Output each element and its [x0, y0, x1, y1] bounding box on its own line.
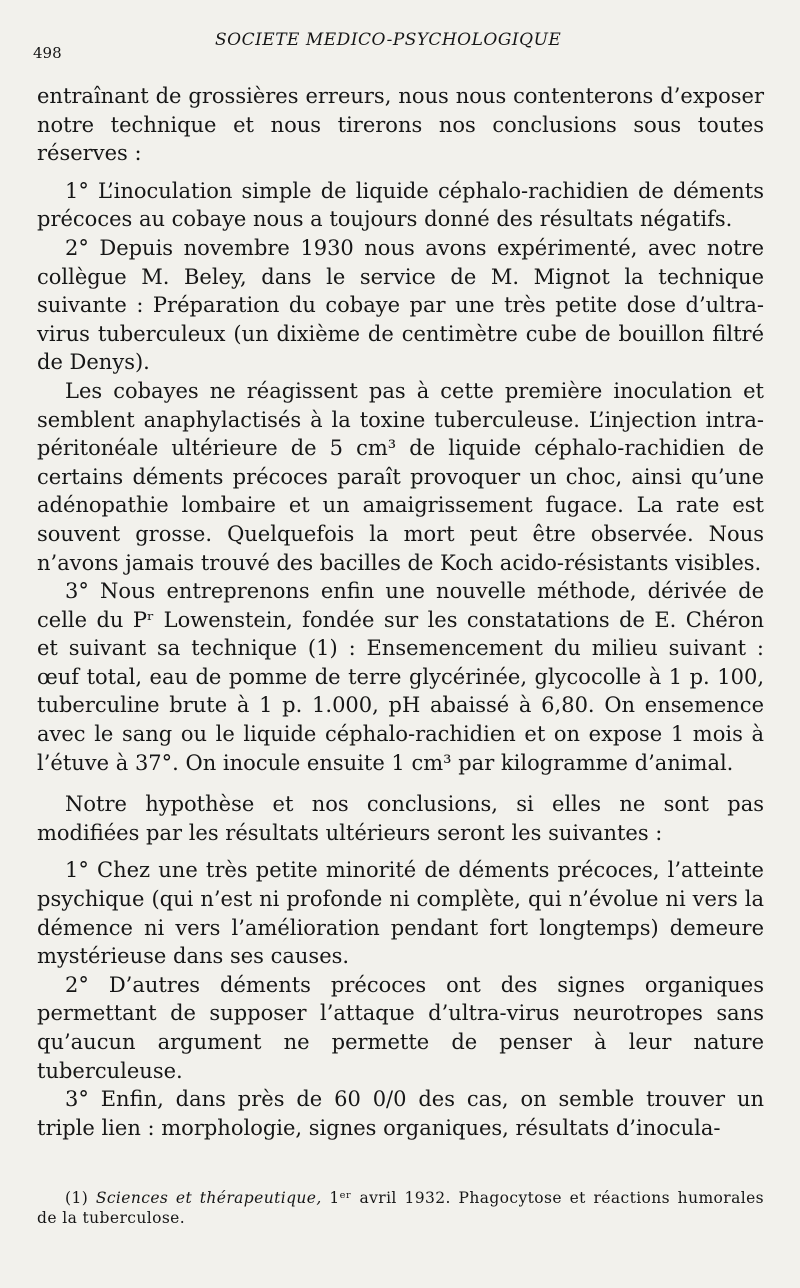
footnote-number: (1): [65, 1189, 89, 1208]
running-title: SOCIETE MEDICO-PSYCHOLOGIQUE: [215, 30, 562, 50]
paragraph-conclusion-1: 1° Chez une très petite minorité de déments précoces, l’atteinte psychique (qui n’est ni profonde ni complète, qui n’évolue ni vers la démence ni vers l’amélioration pendant fort longtemps) demeure mystérieuse dans ses causes.: [37, 858, 764, 969]
page-number: 498: [33, 44, 62, 62]
paragraph-conclusion-2: 2° D’autres déments précoces ont des signes organiques permettant de supposer l’attaque d’ultra-virus neurotropes sans qu’aucun argument ne permette de penser à leur nature tuberculeuse.: [37, 972, 764, 1083]
paragraph-point-2: 2° Depuis novembre 1930 nous avons expérimenté, avec notre collègue M. Beley, dans le service de M. Mignot la technique suivante : Préparation du cobaye par une très petite dose d’ultra-virus tuberculeux (un dixième de centimètre cube de bouillon filtré de Denys).: [37, 235, 764, 375]
paragraph-point-3: 3° Nous entreprenons enfin une nouvelle méthode, dérivée de celle du Pʳ Lowenstein, fondée sur les constatations de E. Chéron et suivant sa technique (1) : Ensemencement du milieu suivant : œuf total, eau de pomme de terre glycérinée, glycocolle à 1 p. 100, tuberculine brute à 1 p. 1.000, pH abaissé à 6,80. On ensemence avec le sang ou le liquide céphalo-rachidien et on expose 1 mois à l’étuve à 37°. On inocule ensuite 1 cm³ par kilogramme d’animal.: [37, 579, 764, 775]
paragraph-point-1: 1° L’inoculation simple de liquide céphalo-rachidien de déments précoces au cobaye nous a toujours donné des résultats négatifs.: [37, 178, 764, 232]
paragraph-hypothese: Notre hypothèse et nos conclusions, si elles ne sont pas modifiées par les résultats ultérieurs seront les suivantes :: [37, 792, 764, 845]
paragraph-intro: entraînant de grossières erreurs, nous nous contenterons d’exposer notre technique et nous tirerons nos conclusions sous toutes réserves :: [37, 84, 764, 166]
paragraph-conclusion-3: 3° Enfin, dans près de 60 0/0 des cas, on semble trouver un triple lien : morphologie, signes organiques, résultats d’inocula-: [37, 1087, 764, 1140]
footnote-text: Phagocytose et réactions humorales de la tuberculose.: [37, 1189, 765, 1228]
footnote-source-title: Sciences et thérapeutique,: [95, 1189, 322, 1208]
paragraph-cobayes: Les cobayes ne réagissent pas à cette première inoculation et semblent anaphylactisés à la toxine tuberculeuse. L’injection intra-péritonéale ultérieure de 5 cm³ de liquide céphalo-rachidien de certains déments précoces paraît provoquer un choc, ainsi qu’une adénopathie lombaire et un amaigrissement fugace. La rate est souvent grosse. Quelquefois la mort peut être observée. Nous n’avons jamais trouvé des bacilles de Koch acido-résistants visibles.: [37, 378, 764, 575]
footnote-date: 1ᵉʳ avril 1932.: [329, 1189, 451, 1208]
footnote: [37, 1188, 764, 1228]
body-text: [37, 82, 764, 1142]
running-head: [33, 30, 764, 62]
